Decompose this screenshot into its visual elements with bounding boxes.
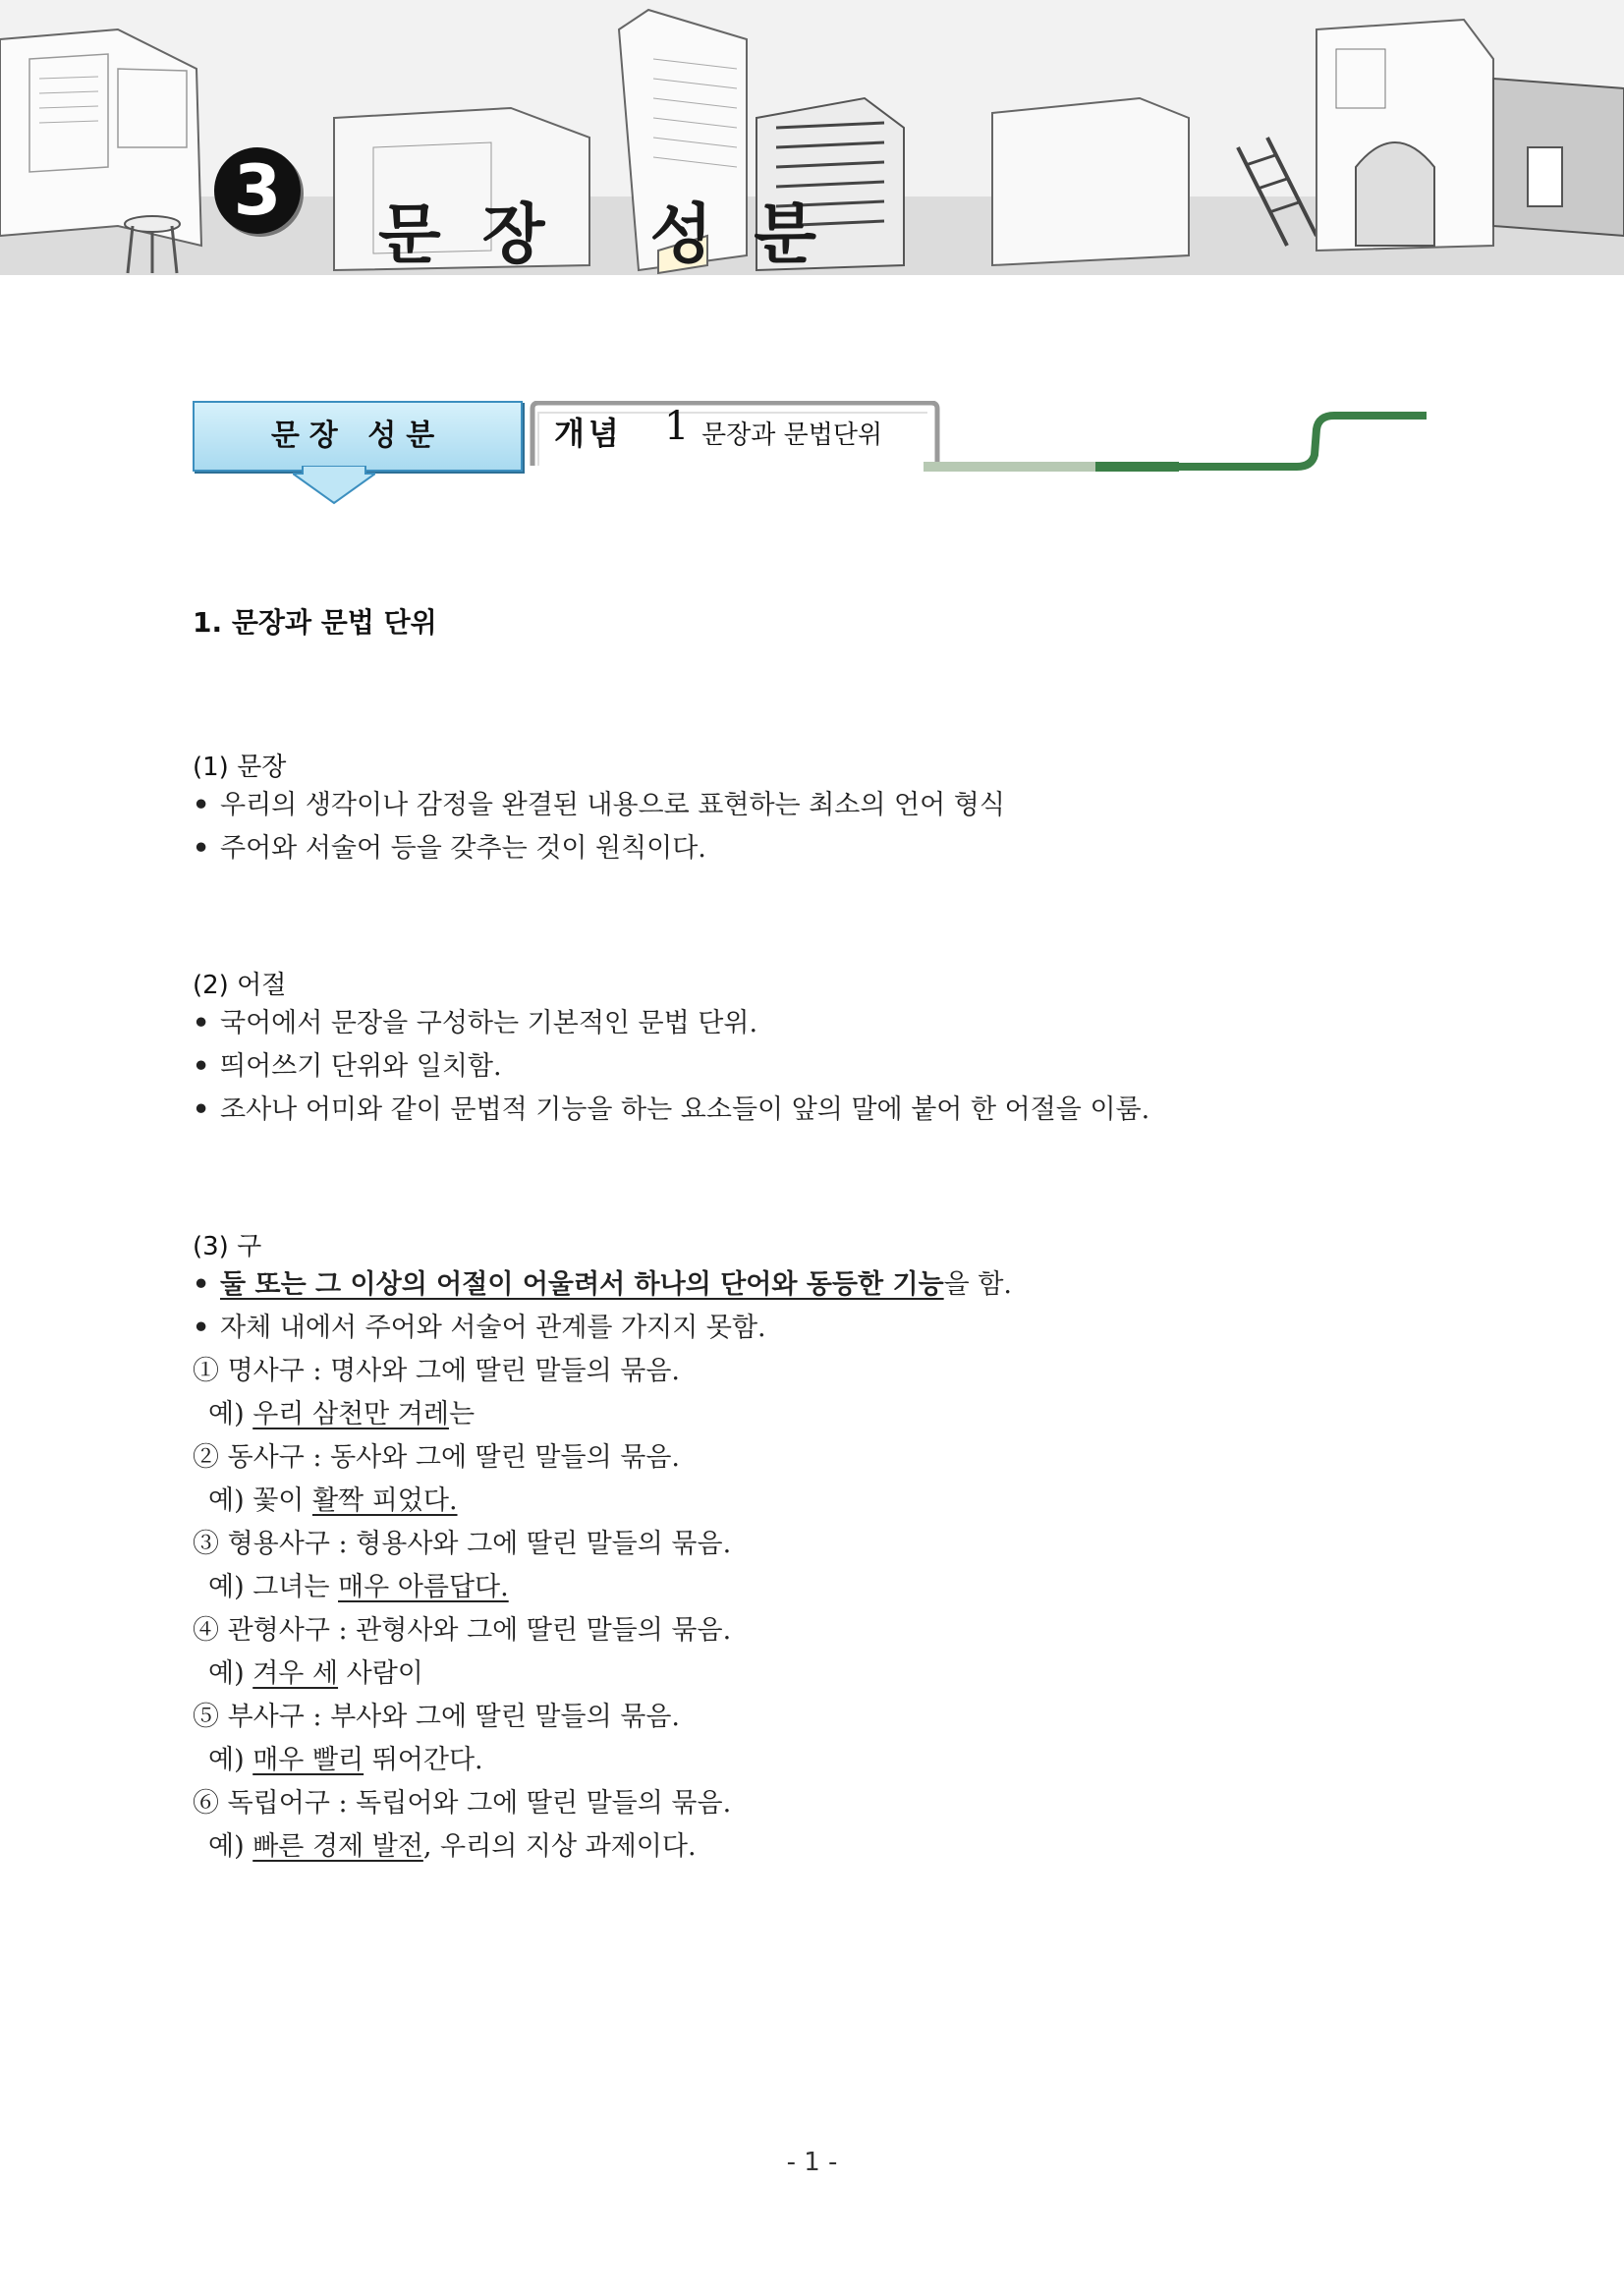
example-suffix: 사람이 <box>338 1658 423 1689</box>
page-number: - 1 - <box>786 2148 838 2177</box>
example-prefix: 예) <box>208 1399 253 1429</box>
phrase-definition: ④ 관형사구 : 관형사와 그에 딸린 말들의 묶음. <box>193 1615 732 1646</box>
concept-word: 개념 <box>554 415 623 452</box>
phrase-definition: ① 명사구 : 명사와 그에 딸린 말들의 묶음. <box>193 1356 680 1386</box>
example-suffix: 는 <box>448 1399 476 1429</box>
concept-name: 문장과 문법단위 <box>701 420 883 450</box>
phrase-example <box>208 1568 509 1607</box>
phrase-example <box>208 1654 423 1694</box>
phrase-definition: ② 동사구 : 동사와 그에 딸린 말들의 묶음. <box>193 1442 680 1473</box>
example-prefix: 예) 그녀는 <box>208 1572 339 1602</box>
section-title: 1. 문장과 문법 단위 <box>193 606 437 639</box>
example-prefix: 예) <box>208 1831 253 1862</box>
down-arrow-icon <box>293 466 375 505</box>
list-item: • 자체 내에서 주어와 서술어 관계를 가지지 못함. <box>193 1309 766 1348</box>
list-item: • 우리의 생각이나 감정을 완결된 내용으로 표현하는 최소의 언어 형식 <box>193 786 1005 825</box>
chapter-number-badge: 3 <box>214 147 301 234</box>
phrase-example <box>208 1482 458 1521</box>
phrase-example <box>208 1741 483 1780</box>
concept-category-label: 문장 성분 <box>270 419 445 453</box>
example-prefix: 예) 꽃이 <box>208 1485 312 1516</box>
example-underlined: 매우 아름답다. <box>338 1572 509 1602</box>
chapter-banner <box>0 0 1624 275</box>
example-underlined: 겨우 세 <box>252 1658 339 1689</box>
concept-tab <box>525 401 945 468</box>
subsection-title-eojeol: (2) 어절 <box>193 971 287 1000</box>
concept-number: 1 <box>664 404 690 449</box>
text: 을 함. <box>943 1269 1012 1300</box>
example-underlined: 빠른 경제 발전 <box>252 1831 423 1862</box>
emphasized-text: 둘 또는 그 이상의 어절이 어울려서 하나의 단어와 동등한 기능 <box>220 1269 944 1300</box>
example-underlined: 우리 삼천만 겨레 <box>252 1399 449 1429</box>
list-item <box>193 1265 1012 1305</box>
chapter-title: 문장 성분 <box>378 196 859 272</box>
example-underlined: 활짝 피었다. <box>311 1485 458 1516</box>
example-underlined: 매우 빨리 <box>252 1745 364 1775</box>
subsection-title-phrase: (3) 구 <box>193 1232 262 1261</box>
phrase-definition: ⑤ 부사구 : 부사와 그에 딸린 말들의 묶음. <box>193 1702 680 1732</box>
example-suffix: , 우리의 지상 과제이다. <box>422 1831 697 1862</box>
example-prefix: 예) <box>208 1745 253 1775</box>
phrase-definition: ③ 형용사구 : 형용사와 그에 딸린 말들의 묶음. <box>193 1529 732 1559</box>
list-item: • 조사나 어미와 같이 문법적 기능을 하는 요소들이 앞의 말에 붙어 한 어절을 이룸. <box>193 1091 1149 1130</box>
phrase-example <box>208 1827 697 1867</box>
phrase-example <box>208 1395 475 1434</box>
decorative-header-lines <box>924 408 1434 476</box>
list-item: • 주어와 서술어 등을 갖추는 것이 원칙이다. <box>193 829 706 868</box>
example-prefix: 예) <box>208 1658 253 1689</box>
subsection-title-sentence: (1) 문장 <box>193 753 287 782</box>
list-item: • 국어에서 문장을 구성하는 기본적인 문법 단위. <box>193 1004 757 1043</box>
list-item: • 띄어쓰기 단위와 일치함. <box>193 1047 502 1087</box>
concept-category-box <box>193 401 523 472</box>
phrase-definition: ⑥ 독립어구 : 독립어와 그에 딸린 말들의 묶음. <box>193 1788 732 1819</box>
example-suffix: 뛰어간다. <box>364 1745 483 1775</box>
